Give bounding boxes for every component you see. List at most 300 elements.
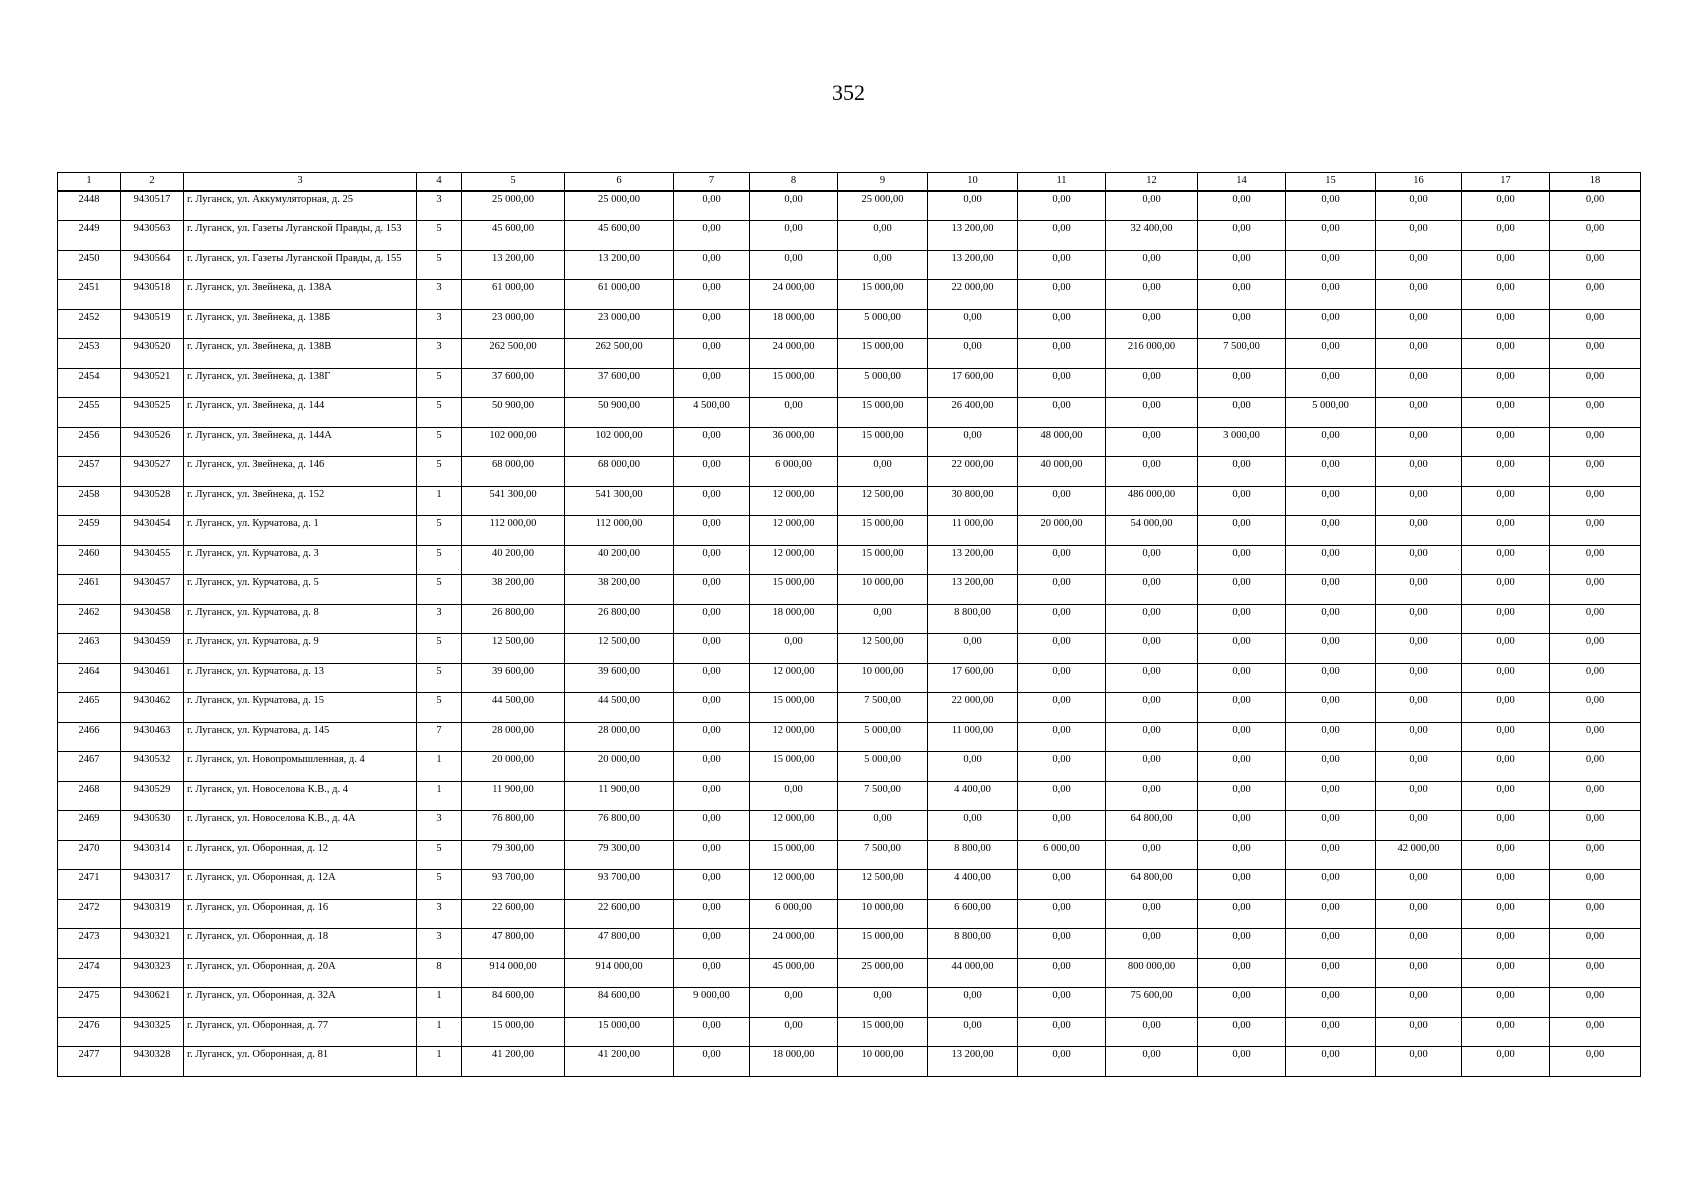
table-cell: 5 000,00	[838, 722, 928, 752]
table-cell: 11 000,00	[928, 516, 1018, 546]
table-cell: 0,00	[1550, 221, 1641, 251]
table-cell: 0,00	[1018, 545, 1106, 575]
table-cell: 0,00	[1286, 870, 1376, 900]
table-cell: 0,00	[1018, 958, 1106, 988]
table-cell: 0,00	[1106, 693, 1198, 723]
table-cell: 12 500,00	[565, 634, 674, 664]
table-row	[58, 958, 1641, 988]
table-cell: 0,00	[674, 516, 750, 546]
table-cell: 4 400,00	[928, 781, 1018, 811]
table-cell: 0,00	[928, 339, 1018, 369]
table-cell: 0,00	[1286, 221, 1376, 251]
table-cell: 3	[417, 811, 462, 841]
table-cell: 2461	[58, 575, 121, 605]
table-cell: 0,00	[1376, 457, 1462, 487]
table-cell: 5 000,00	[838, 368, 928, 398]
table-cell: 102 000,00	[565, 427, 674, 457]
table-cell: 0,00	[1376, 280, 1462, 310]
table-cell: 45 000,00	[750, 958, 838, 988]
table-cell: 5	[417, 221, 462, 251]
table-row	[58, 191, 1641, 221]
table-cell: 0,00	[674, 840, 750, 870]
table-cell: 0,00	[674, 221, 750, 251]
table-cell: 48 000,00	[1018, 427, 1106, 457]
table-cell: 93 700,00	[565, 870, 674, 900]
table-cell: 0,00	[1550, 368, 1641, 398]
table-cell: 0,00	[1198, 398, 1286, 428]
table-cell: 0,00	[1462, 309, 1550, 339]
table-cell: 23 000,00	[565, 309, 674, 339]
table-cell: 0,00	[1106, 1047, 1198, 1077]
table-row	[58, 988, 1641, 1018]
table-cell: 5 000,00	[1286, 398, 1376, 428]
table-cell: 2477	[58, 1047, 121, 1077]
table-cell: 0,00	[1462, 752, 1550, 782]
address-cell: г. Луганск, ул. Курчатова, д. 5	[184, 575, 417, 605]
table-cell: 7 500,00	[838, 781, 928, 811]
table-cell: 0,00	[1106, 840, 1198, 870]
table-cell: 0,00	[1198, 929, 1286, 959]
table-cell: 1	[417, 1047, 462, 1077]
table-cell: 0,00	[1462, 899, 1550, 929]
table-cell: 3	[417, 309, 462, 339]
table-row	[58, 634, 1641, 664]
table-cell: 0,00	[1198, 575, 1286, 605]
table-cell: 9430521	[121, 368, 184, 398]
table-cell: 2469	[58, 811, 121, 841]
table-cell: 0,00	[1106, 663, 1198, 693]
column-header: 9	[838, 173, 928, 192]
table-cell: 44 500,00	[565, 693, 674, 723]
table-cell: 0,00	[1550, 309, 1641, 339]
column-header: 2	[121, 173, 184, 192]
table-cell: 3 000,00	[1198, 427, 1286, 457]
register-table	[57, 172, 1641, 1077]
table-cell: 0,00	[928, 191, 1018, 221]
table-cell: 3	[417, 191, 462, 221]
table-cell: 15 000,00	[838, 545, 928, 575]
table-cell: 11 000,00	[928, 722, 1018, 752]
table-cell: 2462	[58, 604, 121, 634]
table-cell: 76 800,00	[565, 811, 674, 841]
table-cell: 25 000,00	[565, 191, 674, 221]
table-cell: 0,00	[1550, 280, 1641, 310]
table-cell: 541 300,00	[565, 486, 674, 516]
table-cell: 0,00	[1462, 427, 1550, 457]
table-cell: 61 000,00	[565, 280, 674, 310]
table-cell: 9430529	[121, 781, 184, 811]
table-cell: 17 600,00	[928, 368, 1018, 398]
table-cell: 4 400,00	[928, 870, 1018, 900]
table-cell: 9430323	[121, 958, 184, 988]
table-cell: 0,00	[1286, 722, 1376, 752]
table-cell: 0,00	[1462, 486, 1550, 516]
table-cell: 9430563	[121, 221, 184, 251]
table-cell: 0,00	[1106, 545, 1198, 575]
table-cell: 15 000,00	[750, 840, 838, 870]
address-cell: г. Луганск, ул. Новоселова К.В., д. 4	[184, 781, 417, 811]
table-cell: 2449	[58, 221, 121, 251]
table-cell: 8 800,00	[928, 604, 1018, 634]
table-cell: 0,00	[1462, 663, 1550, 693]
table-cell: 2470	[58, 840, 121, 870]
table-cell: 0,00	[1198, 693, 1286, 723]
table-cell: 54 000,00	[1106, 516, 1198, 546]
table-cell: 50 900,00	[565, 398, 674, 428]
table-cell: 0,00	[838, 457, 928, 487]
table-cell: 79 300,00	[462, 840, 565, 870]
table-cell: 0,00	[1018, 280, 1106, 310]
table-cell: 0,00	[1106, 427, 1198, 457]
table-cell: 0,00	[1286, 929, 1376, 959]
table-cell: 41 200,00	[462, 1047, 565, 1077]
table-cell: 9430463	[121, 722, 184, 752]
table-cell: 3	[417, 280, 462, 310]
table-cell: 0,00	[1462, 1047, 1550, 1077]
table-cell: 2476	[58, 1017, 121, 1047]
table-cell: 2456	[58, 427, 121, 457]
table-cell: 5	[417, 398, 462, 428]
table-cell: 2448	[58, 191, 121, 221]
table-cell: 5	[417, 427, 462, 457]
table-cell: 7 500,00	[838, 693, 928, 723]
table-cell: 0,00	[1462, 575, 1550, 605]
table-cell: 12 000,00	[750, 722, 838, 752]
table-cell: 23 000,00	[462, 309, 565, 339]
table-cell: 12 000,00	[750, 486, 838, 516]
address-cell: г. Луганск, ул. Оборонная, д. 81	[184, 1047, 417, 1077]
table-cell: 13 200,00	[928, 1047, 1018, 1077]
table-cell: 0,00	[1018, 191, 1106, 221]
table-cell: 0,00	[1286, 575, 1376, 605]
table-cell: 9430530	[121, 811, 184, 841]
table-cell: 0,00	[1462, 398, 1550, 428]
table-row	[58, 398, 1641, 428]
address-cell: г. Луганск, ул. Газеты Луганской Правды, д. 153	[184, 221, 417, 251]
address-cell: г. Луганск, ул. Оборонная, д. 18	[184, 929, 417, 959]
table-cell: 2451	[58, 280, 121, 310]
table-cell: 13 200,00	[928, 221, 1018, 251]
table-cell: 5	[417, 516, 462, 546]
column-header: 17	[1462, 173, 1550, 192]
table-cell: 0,00	[1018, 368, 1106, 398]
table-cell: 0,00	[928, 634, 1018, 664]
table-cell: 6 000,00	[750, 457, 838, 487]
address-cell: г. Луганск, ул. Звейнека, д. 138В	[184, 339, 417, 369]
table-cell: 112 000,00	[565, 516, 674, 546]
table-cell: 0,00	[674, 722, 750, 752]
table-cell: 1	[417, 781, 462, 811]
table-cell: 0,00	[1550, 929, 1641, 959]
table-cell: 17 600,00	[928, 663, 1018, 693]
table-cell: 0,00	[1376, 752, 1462, 782]
table-cell: 0,00	[1286, 604, 1376, 634]
table-cell: 0,00	[1462, 280, 1550, 310]
table-cell: 0,00	[1018, 309, 1106, 339]
table-cell: 0,00	[1198, 811, 1286, 841]
table-cell: 5	[417, 545, 462, 575]
table-cell: 541 300,00	[462, 486, 565, 516]
table-cell: 0,00	[674, 693, 750, 723]
table-cell: 0,00	[1286, 191, 1376, 221]
table-cell: 79 300,00	[565, 840, 674, 870]
table-cell: 26 800,00	[565, 604, 674, 634]
table-cell: 2459	[58, 516, 121, 546]
table-cell: 9430314	[121, 840, 184, 870]
table-cell: 6 000,00	[1018, 840, 1106, 870]
table-cell: 0,00	[1198, 604, 1286, 634]
table-cell: 0,00	[1462, 457, 1550, 487]
table-row	[58, 545, 1641, 575]
table-cell: 18 000,00	[750, 309, 838, 339]
table-cell: 0,00	[1462, 870, 1550, 900]
table-cell: 0,00	[1286, 486, 1376, 516]
table-cell: 0,00	[1462, 840, 1550, 870]
table-cell: 5	[417, 693, 462, 723]
table-cell: 0,00	[1106, 722, 1198, 752]
table-cell: 0,00	[1198, 221, 1286, 251]
table-row	[58, 752, 1641, 782]
table-cell: 28 000,00	[565, 722, 674, 752]
table-cell: 38 200,00	[462, 575, 565, 605]
table-cell: 0,00	[1106, 280, 1198, 310]
table-cell: 6 000,00	[750, 899, 838, 929]
table-cell: 61 000,00	[462, 280, 565, 310]
table-cell: 0,00	[928, 811, 1018, 841]
table-cell: 0,00	[1286, 840, 1376, 870]
table-cell: 0,00	[674, 280, 750, 310]
table-cell: 64 800,00	[1106, 811, 1198, 841]
table-cell: 0,00	[674, 339, 750, 369]
column-header: 18	[1550, 173, 1641, 192]
table-cell: 9430519	[121, 309, 184, 339]
table-cell: 9430321	[121, 929, 184, 959]
table-cell: 0,00	[674, 899, 750, 929]
table-cell: 0,00	[1376, 221, 1462, 251]
table-cell: 2466	[58, 722, 121, 752]
table-cell: 0,00	[1550, 722, 1641, 752]
table-cell: 15 000,00	[565, 1017, 674, 1047]
table-cell: 7 500,00	[838, 840, 928, 870]
table-row	[58, 781, 1641, 811]
table-cell: 0,00	[1376, 1047, 1462, 1077]
table-cell: 5	[417, 368, 462, 398]
table-cell: 38 200,00	[565, 575, 674, 605]
table-cell: 0,00	[1376, 427, 1462, 457]
table-cell: 0,00	[838, 250, 928, 280]
table-cell: 0,00	[1462, 693, 1550, 723]
table-cell: 0,00	[1550, 1017, 1641, 1047]
table-cell: 0,00	[1198, 545, 1286, 575]
table-cell: 0,00	[1286, 781, 1376, 811]
table-cell: 20 000,00	[462, 752, 565, 782]
table-cell: 26 400,00	[928, 398, 1018, 428]
table-cell: 13 200,00	[928, 545, 1018, 575]
column-header: 4	[417, 173, 462, 192]
table-cell: 10 000,00	[838, 663, 928, 693]
table-cell: 2464	[58, 663, 121, 693]
column-header: 6	[565, 173, 674, 192]
table-cell: 13 200,00	[462, 250, 565, 280]
table-cell: 22 600,00	[462, 899, 565, 929]
table-cell: 15 000,00	[462, 1017, 565, 1047]
table-cell: 10 000,00	[838, 1047, 928, 1077]
table-cell: 0,00	[1462, 781, 1550, 811]
table-cell: 0,00	[1106, 309, 1198, 339]
table-cell: 0,00	[928, 1017, 1018, 1047]
table-cell: 0,00	[750, 250, 838, 280]
table-cell: 41 200,00	[565, 1047, 674, 1077]
table-cell: 262 500,00	[565, 339, 674, 369]
table-cell: 0,00	[838, 811, 928, 841]
table-cell: 3	[417, 604, 462, 634]
table-cell: 0,00	[1198, 752, 1286, 782]
table-cell: 0,00	[838, 221, 928, 251]
table-cell: 0,00	[1550, 840, 1641, 870]
table-cell: 0,00	[1286, 752, 1376, 782]
table-cell: 0,00	[750, 781, 838, 811]
table-cell: 0,00	[1018, 250, 1106, 280]
table-cell: 0,00	[1376, 1017, 1462, 1047]
table-cell: 0,00	[1286, 457, 1376, 487]
table-cell: 1	[417, 486, 462, 516]
table-cell: 24 000,00	[750, 929, 838, 959]
table-cell: 22 000,00	[928, 693, 1018, 723]
table-cell: 0,00	[1106, 191, 1198, 221]
table-cell: 22 000,00	[928, 280, 1018, 310]
table-cell: 0,00	[1550, 545, 1641, 575]
table-cell: 0,00	[928, 988, 1018, 1018]
table-cell: 0,00	[1376, 398, 1462, 428]
table-cell: 9430528	[121, 486, 184, 516]
table-cell: 22 000,00	[928, 457, 1018, 487]
table-cell: 5	[417, 457, 462, 487]
table-cell: 0,00	[1376, 486, 1462, 516]
table-cell: 0,00	[1462, 368, 1550, 398]
table-cell: 0,00	[1198, 486, 1286, 516]
column-header: 11	[1018, 173, 1106, 192]
table-cell: 0,00	[1550, 427, 1641, 457]
table-cell: 0,00	[1550, 398, 1641, 428]
table-cell: 0,00	[674, 634, 750, 664]
table-cell: 15 000,00	[838, 1017, 928, 1047]
table-cell: 0,00	[1550, 604, 1641, 634]
table-row	[58, 870, 1641, 900]
table-cell: 0,00	[1376, 988, 1462, 1018]
table-cell: 0,00	[674, 545, 750, 575]
table-cell: 47 800,00	[565, 929, 674, 959]
table-cell: 0,00	[1286, 634, 1376, 664]
table-cell: 5	[417, 663, 462, 693]
table-cell: 0,00	[1018, 929, 1106, 959]
table-cell: 0,00	[1198, 368, 1286, 398]
table-cell: 50 900,00	[462, 398, 565, 428]
table-cell: 0,00	[1198, 457, 1286, 487]
table-cell: 0,00	[1106, 575, 1198, 605]
table-cell: 0,00	[674, 191, 750, 221]
table-cell: 0,00	[1376, 722, 1462, 752]
table-cell: 75 600,00	[1106, 988, 1198, 1018]
table-cell: 0,00	[1018, 339, 1106, 369]
table-cell: 0,00	[1550, 634, 1641, 664]
table-cell: 0,00	[1462, 1017, 1550, 1047]
table-cell: 0,00	[1106, 634, 1198, 664]
table-cell: 24 000,00	[750, 339, 838, 369]
table-cell: 5 000,00	[838, 752, 928, 782]
table-cell: 5	[417, 634, 462, 664]
table-cell: 68 000,00	[565, 457, 674, 487]
table-cell: 28 000,00	[462, 722, 565, 752]
table-row	[58, 899, 1641, 929]
table-cell: 0,00	[1106, 752, 1198, 782]
table-cell: 0,00	[674, 752, 750, 782]
address-cell: г. Луганск, ул. Курчатова, д. 13	[184, 663, 417, 693]
table-cell: 12 000,00	[750, 516, 838, 546]
table-cell: 45 600,00	[565, 221, 674, 251]
address-cell: г. Луганск, ул. Газеты Луганской Правды, д. 155	[184, 250, 417, 280]
table-cell: 15 000,00	[838, 427, 928, 457]
table-cell: 0,00	[1462, 339, 1550, 369]
table-row	[58, 722, 1641, 752]
table-cell: 10 000,00	[838, 899, 928, 929]
table-cell: 1	[417, 988, 462, 1018]
table-cell: 20 000,00	[565, 752, 674, 782]
table-cell: 20 000,00	[1018, 516, 1106, 546]
table-cell: 0,00	[1376, 191, 1462, 221]
table-cell: 9430518	[121, 280, 184, 310]
column-header: 1	[58, 173, 121, 192]
table-cell: 0,00	[1106, 457, 1198, 487]
table-cell: 0,00	[1106, 929, 1198, 959]
table-cell: 0,00	[1550, 575, 1641, 605]
table-cell: 13 200,00	[928, 575, 1018, 605]
table-cell: 25 000,00	[838, 958, 928, 988]
table-cell: 0,00	[674, 811, 750, 841]
table-cell: 0,00	[1376, 339, 1462, 369]
table-cell: 9430458	[121, 604, 184, 634]
table-cell: 0,00	[1376, 516, 1462, 546]
table-cell: 914 000,00	[462, 958, 565, 988]
table-cell: 0,00	[674, 575, 750, 605]
table-cell: 0,00	[1198, 840, 1286, 870]
address-cell: г. Луганск, ул. Звейнека, д. 138Г	[184, 368, 417, 398]
table-cell: 0,00	[1376, 575, 1462, 605]
table-cell: 37 600,00	[462, 368, 565, 398]
table-cell: 0,00	[674, 958, 750, 988]
table-cell: 7	[417, 722, 462, 752]
table-cell: 12 500,00	[462, 634, 565, 664]
table-cell: 0,00	[1376, 781, 1462, 811]
table-cell: 0,00	[1462, 221, 1550, 251]
table-cell: 84 600,00	[462, 988, 565, 1018]
table-cell: 0,00	[1462, 811, 1550, 841]
table-cell: 2457	[58, 457, 121, 487]
table-cell: 0,00	[1462, 722, 1550, 752]
column-header: 10	[928, 173, 1018, 192]
table-cell: 0,00	[674, 604, 750, 634]
column-header: 3	[184, 173, 417, 192]
table-cell: 10 000,00	[838, 575, 928, 605]
table-cell: 12 500,00	[838, 870, 928, 900]
table-cell: 9430461	[121, 663, 184, 693]
table-cell: 0,00	[1018, 575, 1106, 605]
table-cell: 9430455	[121, 545, 184, 575]
address-cell: г. Луганск, ул. Оборонная, д. 12	[184, 840, 417, 870]
table-row	[58, 811, 1641, 841]
table-cell: 84 600,00	[565, 988, 674, 1018]
table-row	[58, 693, 1641, 723]
table-cell: 93 700,00	[462, 870, 565, 900]
